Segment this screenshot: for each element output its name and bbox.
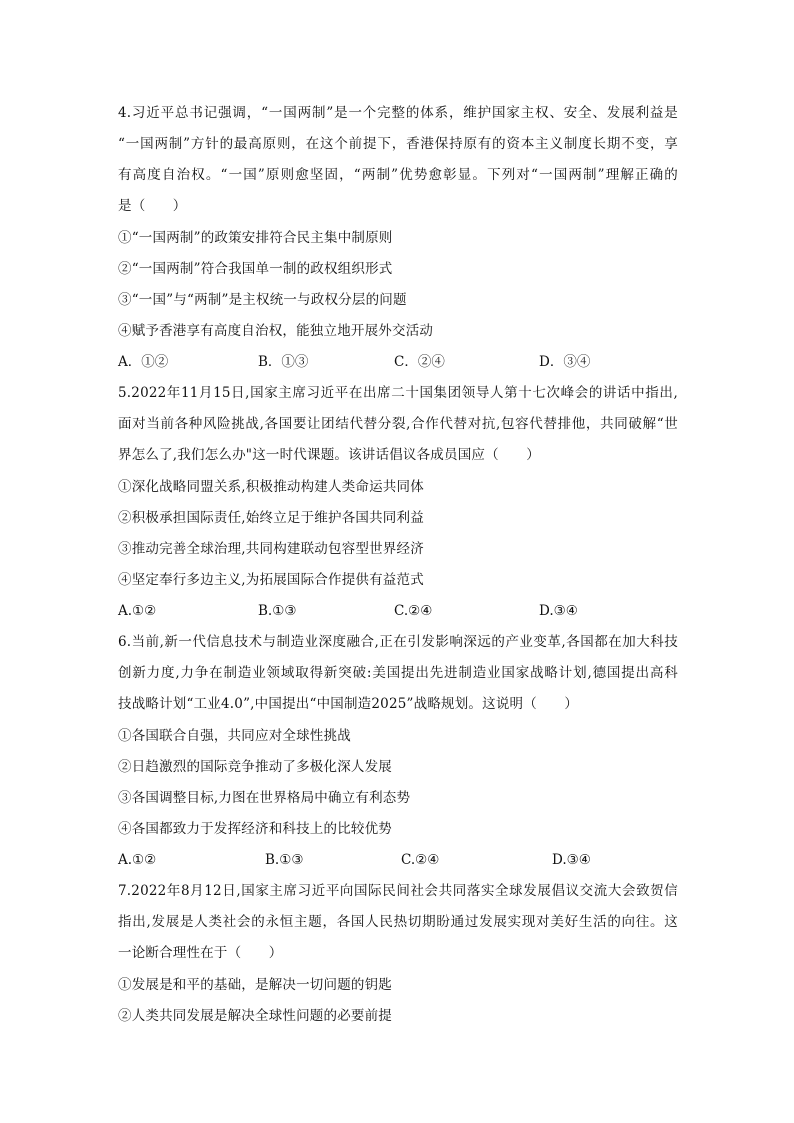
answer-options [118,851,678,869]
option-c: C.②④ [401,852,440,868]
option-d: D．③④ [539,354,591,370]
option-b: B．①③ [258,354,309,370]
statement-item: ③“一国”与“两制”是主权统一与政权分层的问题 [118,292,407,308]
question-stem-line: 有高度自治权。“一国”原则愈坚固，“两制”优势愈彰显。下列对“一国两制”理解正确的 [118,167,678,183]
option-b: B.①③ [265,852,304,868]
question-stem-line: 7.2022年8月12日,国家主席习近平向国际民间社会共同落实全球发展倡议交流大会致贺信 [118,883,678,899]
statement-item: ①深化战略同盟关系,积极推动构建人类命运共同体 [118,479,424,495]
statement-item: ②日趋激烈的国际竞争推动了多极化深人发展 [118,759,392,775]
statement-item: ②人类共同发展是解决全球性问题的必要前提 [118,1008,392,1024]
option-d: D.③④ [552,852,591,868]
statement-item: ②积极承担国际责任,始终立足于维护各国共同利益 [118,510,424,526]
question-stem-line: 创新力度,力争在制造业领域取得新突破:美国提出先进制造业国家战略计划,德国提出高科 [118,665,678,681]
question-stem-line: 指出,发展是人类社会的永恒主题，各国人民热切期盼通过发展实现对美好生活的向往。这 [118,914,678,930]
option-b: B.①③ [258,603,297,619]
statement-item: ③各国调整目标,力图在世界格局中确立有利态势 [118,790,411,806]
question-stem-line: 6.当前,新一代信息技术与制造业深度融合,正在引发影响深远的产业变革,各国都在加大科技 [118,634,678,650]
answer-options [118,353,678,371]
question-stem-line: 面对当前各种风险挑战,各国要让团结代替分裂,合作代替对抗,包容代替排他，共同破解“世 [118,416,678,432]
statement-item: ④各国都致力于发挥经济和科技上的比较优势 [118,821,392,837]
answer-options [118,602,678,620]
option-d: D.③④ [539,603,578,619]
question-stem-line: “一国两制”方针的最高原则，在这个前提下，香港保持原有的资本主义制度长期不变，享 [118,136,678,152]
statement-item: ①各国联合自强，共同应对全球性挑战 [118,728,351,744]
question-stem-line: 是（ ） [118,198,187,214]
option-c: C．②④ [394,354,445,370]
option-a: A．①② [118,354,169,370]
statement-item: ④赋予香港享有高度自治权，能独立地开展外交活动 [118,323,434,339]
option-a: A.①② [118,852,157,868]
option-c: C.②④ [394,603,433,619]
question-stem-line: 5.2022年11月15日,国家主席习近平在出席二十国集团领导人第十七次峰会的讲话中指出, [118,385,678,401]
question-stem-line: 4.习近平总书记强调，“一国两制”是一个完整的体系，维护国家主权、安全、发展利益是 [118,105,678,121]
statement-item: ④坚定奉行多边主义,为拓展国际合作提供有益范式 [118,572,424,588]
question-stem-line: 一论断合理性在于（ ） [118,945,283,961]
statement-item: ①“一国两制”的政策安排符合民主集中制原则 [118,230,393,246]
statement-item: ②“一国两制”符合我国单一制的政权组织形式 [118,261,393,277]
question-stem-line: 界怎么了,我们怎么办"这一时代课题。该讲话倡议各成员国应（ ） [118,447,540,463]
question-stem-line: 技战略计划“工业4.0”,中国提出“中国制造2025”战略规划。这说明（ ） [118,696,579,712]
statement-item: ③推动完善全球治理,共同构建联动包容型世界经济 [118,541,424,557]
option-a: A.①② [118,603,157,619]
statement-item: ①发展是和平的基础，是解决一切问题的钥匙 [118,977,392,993]
